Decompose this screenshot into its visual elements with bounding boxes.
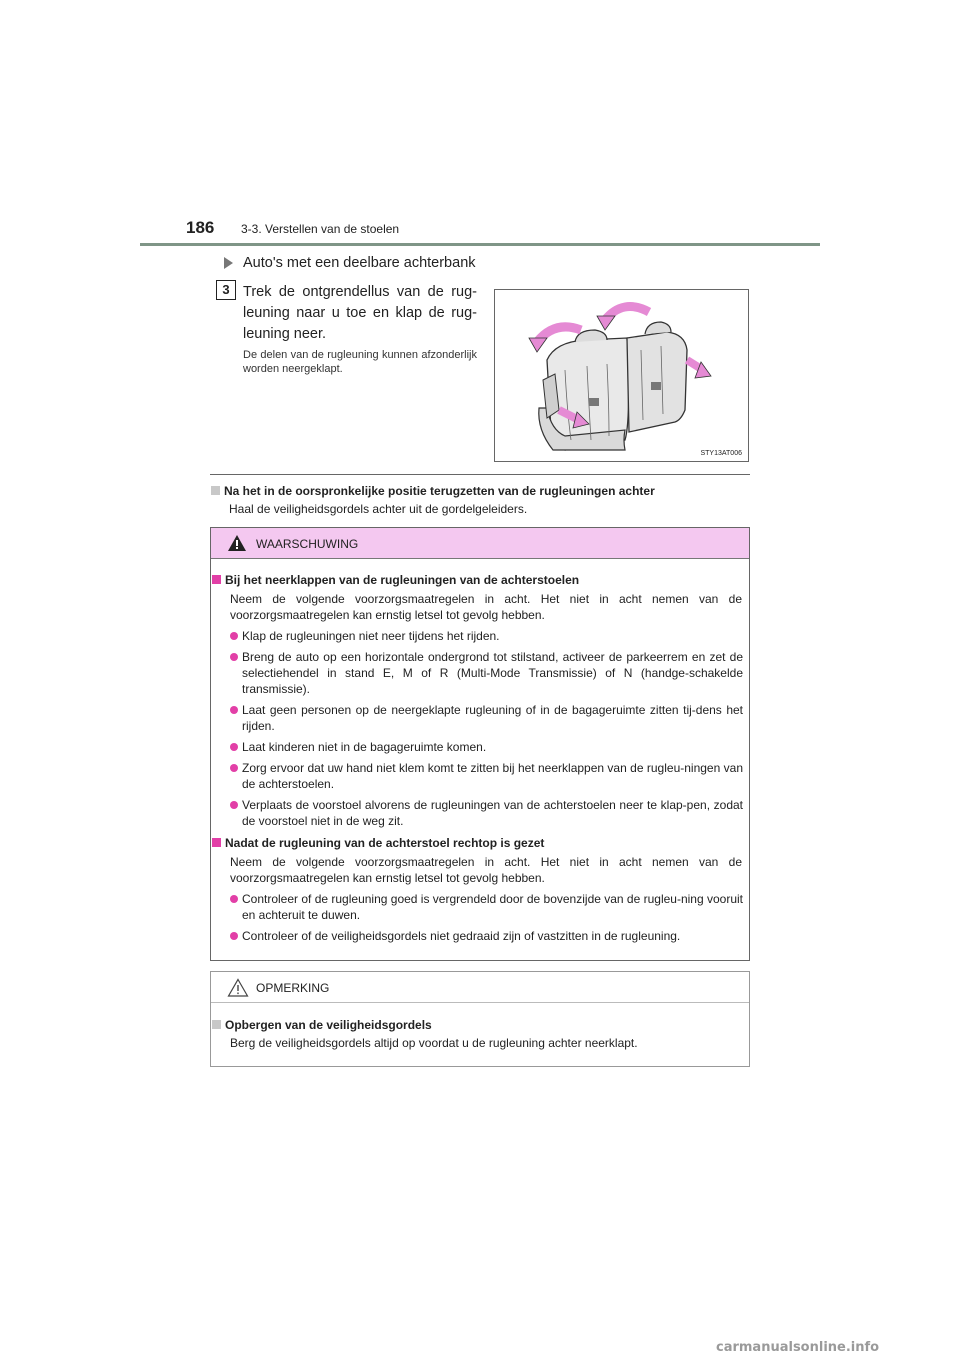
list-item: Laat geen personen op de neergeklapte rugleuning of in de bagageruimte zitten tij-dens het rijden.: [211, 702, 751, 734]
watermark: carmanualsonline.info: [716, 1340, 880, 1355]
square-bullet-icon: [211, 486, 220, 495]
step-instruction: Trek de ontgrendellus van de rug-leuning naar u toe en klap de rug-leuning neer.: [243, 284, 477, 342]
rear-seat-fold-icon: [495, 290, 748, 461]
list-item: Klap de rugleuningen niet neer tijdens het rijden.: [211, 628, 751, 644]
square-bullet-icon: [212, 575, 221, 584]
notice-title: OPMERKING: [256, 981, 330, 995]
list-item: Controleer of de rugleuning goed is vergrendeld door de bovenzijde van de rugleu-ning vooruit en achteruit te duwen.: [211, 891, 751, 923]
list-item: Zorg ervoor dat uw hand niet klem komt te zitten bij het neerklappen van de rugleu-ningen van de achterstoelen.: [211, 760, 751, 792]
notice-header: [211, 972, 749, 1003]
notice-box: [210, 971, 750, 1067]
section-title: 3-3. Verstellen van de stoelen: [241, 222, 400, 236]
warning-section-heading: Nadat de rugleuning van de achterstoel rechtop is gezet: [211, 835, 751, 851]
square-bullet-icon: [212, 1020, 221, 1029]
notice-body: Berg de veiligheidsgordels altijd op voordat u de rugleuning achter neerklapt.: [230, 1036, 638, 1050]
list-item: Controleer of de veiligheidsgordels niet gedraaid zijn of vastzitten in de rugleuning.: [211, 928, 751, 944]
triangle-bullet-icon: [224, 257, 233, 269]
warning-header: [211, 528, 749, 559]
warning-intro: Neem de volgende voorzorgsmaatregelen in acht. Het niet in acht nemen van de voorzorgsmaatregelen kan ernstig letsel tot gevolg hebben.: [230, 592, 742, 622]
list-item: Laat kinderen niet in de bagageruimte komen.: [211, 739, 751, 755]
caution-triangle-icon: [227, 978, 249, 997]
figure-code: STY13AT006: [700, 450, 742, 457]
subheading: [224, 255, 476, 271]
note-heading-text: Na het in de oorspronkelijke positie terugzetten van de rugleuningen achter: [224, 484, 655, 498]
notice-content: [211, 1017, 751, 1051]
subheading-text: Auto's met een deelbare achterbank: [243, 255, 476, 271]
warning-intro: Neem de volgende voorzorgsmaatregelen in acht. Het niet in acht nemen van de voorzorgsmaatregelen kan ernstig letsel tot gevolg hebben.: [230, 855, 742, 885]
square-bullet-icon: [212, 838, 221, 847]
list-item: Verplaats de voorstoel alvorens de rugleuningen van de achterstoelen neer te klap-pen, zodat de voorstoel niet in de weg zit.: [211, 797, 751, 829]
section-divider: [210, 474, 750, 475]
step-number-badge: 3: [216, 280, 236, 300]
note-body: Haal de veiligheidsgordels achter uit de gordelgeleiders.: [229, 502, 528, 516]
note-heading: [211, 484, 655, 498]
list-item: Breng de auto op een horizontale ondergrond tot stilstand, activeer de parkeerrem en zet de selectiehendel in stand E, M of R (Multi-Mode Transmissie) of N (handge-schakelde transmissie).: [211, 649, 751, 697]
warning-section-2: [211, 835, 751, 944]
warning-box: [210, 527, 750, 961]
header-divider: [140, 243, 820, 246]
warning-triangle-icon: [227, 534, 247, 552]
seat-illustration: [494, 289, 749, 462]
warning-section-1: [211, 572, 751, 829]
warning-title: WAARSCHUWING: [256, 537, 359, 551]
notice-heading: Opbergen van de veiligheidsgordels: [211, 1017, 751, 1033]
step-note: De delen van de rugleuning kunnen afzonderlijk worden neergeklapt.: [243, 349, 477, 375]
warning-section-heading: Bij het neerklappen van de rugleuningen van de achterstoelen: [211, 572, 751, 588]
page-number: 186: [186, 218, 215, 237]
